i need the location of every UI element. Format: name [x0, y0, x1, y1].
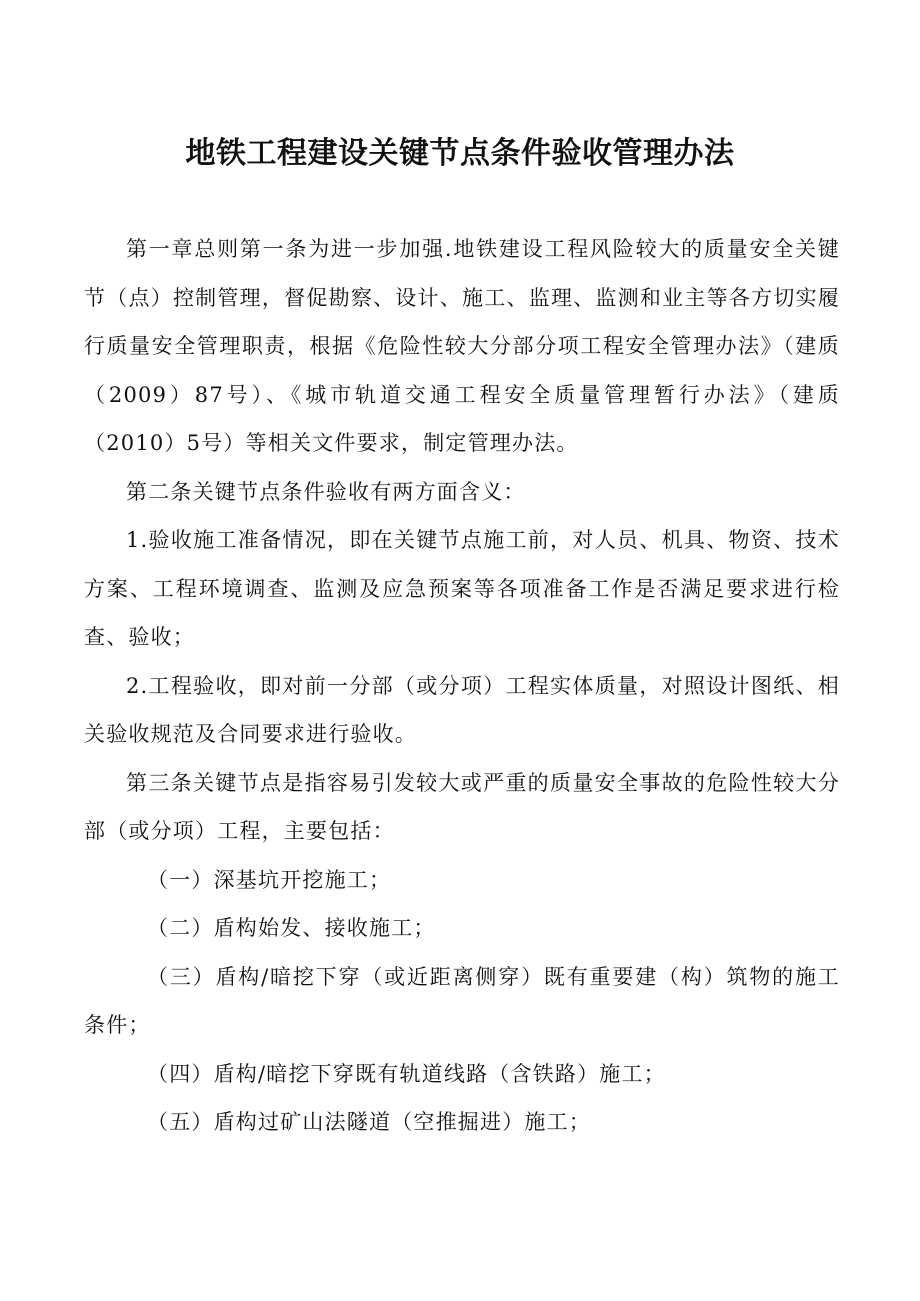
- paragraph-article-3: 第三条关键节点是指容易引发较大或严重的质量安全事故的危险性较大分部（或分项）工程，主要包括：: [84, 770, 840, 843]
- document-body: [84, 225, 840, 1147]
- list-item-5: （五）盾构过矿山法隧道（空推掘进）施工；: [147, 1110, 591, 1134]
- list-item-2: （二）盾构始发、接收施工；: [147, 916, 436, 940]
- paragraph-item-1: 1.验收施工准备情况，即在关键节点施工前，对人员、机具、物资、技术方案、工程环境调查、监测及应急预案等各项准备工作是否满足要求进行检查、验收；: [84, 528, 840, 649]
- document-title: 地铁工程建设关键节点条件验收管理办法: [185, 136, 735, 171]
- list-item-3: （三）盾构/暗挖下穿（或近距离侧穿）既有重要建（构）筑物的施工条件；: [84, 964, 840, 1037]
- paragraph-article-1: 第一章总则第一条为进一步加强.地铁建设工程风险较大的质量安全关键节（点）控制管理，督促勘察、设计、施工、监理、监测和业主等各方切实履行质量安全管理职责，根据《危险性较大分部分项工程安全管理办法》（建质（2009）87号）、《城市轨道交通工程安全质量管理暂行办法》（建质（2010）5号）等相关文件要求，制定管理办法。: [84, 237, 840, 455]
- list-item-1: （一）深基坑开挖施工；: [147, 867, 392, 892]
- paragraph-item-2: 2.工程验收，即对前一分部（或分项）工程实体质量，对照设计图纸、相关验收规范及合同要求进行验收。: [84, 673, 840, 746]
- list-item-4: （四）盾构/暗挖下穿既有轨道线路（含铁路）施工；: [147, 1061, 666, 1086]
- paragraph-article-2: 第二条关键节点条件验收有两方面含义：: [126, 479, 526, 504]
